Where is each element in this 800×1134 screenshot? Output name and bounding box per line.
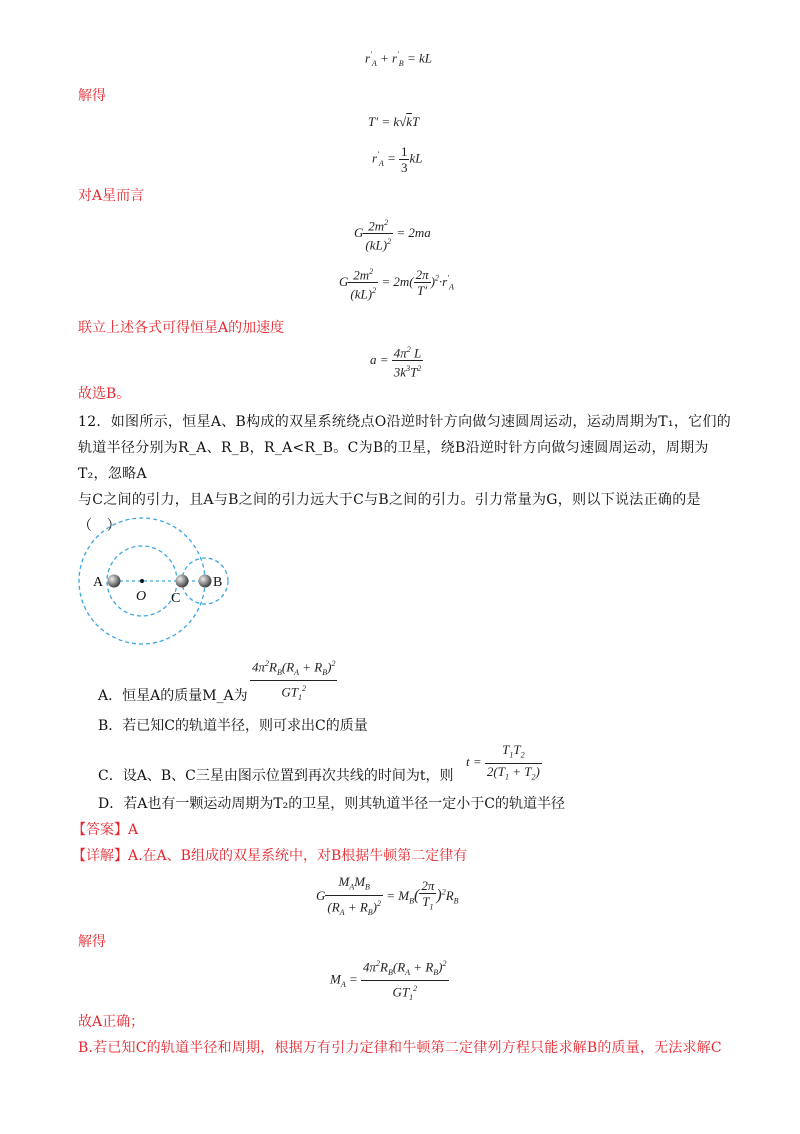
question-stem-line-2: 轨道半径分别为R_A、R_B，R_A<R_B。C为B的卫星，绕B沿逆时针方向做匀速圆周运动，周期为T₂，忽略A — [78, 440, 709, 482]
equation-radius-sum: $r'_A + r'_B$ = kL — [365, 50, 432, 68]
star-b — [199, 575, 212, 588]
star-a — [108, 575, 121, 588]
label-a: A — [93, 575, 104, 590]
detail-text: A.在A、B组成的双星系统中，对B根据牛顿第二定律有 — [128, 848, 468, 864]
text-for-star-a: 对A星而言 — [78, 188, 145, 204]
label-b: B — [213, 575, 223, 590]
center-o — [140, 579, 144, 583]
option-a[interactable]: A．恒星A的质量M_A为 — [98, 688, 248, 704]
detail-line-1 — [72, 846, 467, 866]
option-a-formula: $\frac{4\pi^2R_B(R_A + R_B)^2}{GT_1^2}$ — [250, 656, 337, 705]
answer: 【答案】A — [72, 822, 139, 838]
orbit-diagram — [74, 516, 264, 656]
option-d[interactable]: D．若A也有一颗运动周期为T₂的卫星，则其轨道半径一定小于C的轨道半径 — [98, 796, 565, 812]
text-jiede-2: 解得 — [78, 934, 106, 950]
text-combine: 联立上述各式可得恒星A的加速度 — [78, 320, 285, 336]
question-stem-line-3: 与C之间的引力，且A与B之间的引力远大于C与B之间的引力。引力常量为G，则以下说法正确的是 — [78, 492, 701, 508]
option-c[interactable]: C．设A、B、C三星由图示位置到再次共线的时间为t，则 — [98, 768, 454, 784]
equation-radius-a: $r'_A$ = $\frac{1}{3}$ kL — [372, 144, 423, 175]
equation-gravity-2: G $\frac{2m^2}{(kL)^2}$ = 2m( $\frac{2\pi}{T'}$ )$^2\cdot r'_A$ — [339, 264, 454, 302]
text-jiede-1: 解得 — [78, 88, 106, 104]
text-conclusion-a: 故A正确； — [78, 1014, 145, 1030]
equation-gravity-1: G $\frac{2m^2}{(kL)^2}$ = 2ma — [354, 215, 431, 253]
question-stem-line-1: 12．如图所示，恒星A、B构成的双星系统绕点O沿逆时针方向做匀速圆周运动，运动周期为T₁，它们的 — [78, 414, 732, 430]
equation-mass-a: $M_A$ = $\frac{4\pi^2R_B(R_A + R_B)^2}{GT_1^2}$ — [330, 956, 449, 1005]
question-paren: （ ） — [78, 518, 121, 534]
detail-label: 【详解】 — [72, 848, 128, 864]
label-c: C — [171, 591, 181, 606]
equation-acceleration: a = $\frac{4\pi^2 L}{3k^3T^2}$ — [370, 342, 423, 380]
option-b[interactable]: B．若已知C的轨道半径，则可求出C的质量 — [98, 718, 368, 734]
equation-newton-b: G $\frac{M_AM_B}{(R_A + R_B)^2}$ = $M_B$( $\frac{2\pi}{T_1}$ )$^2R_B$ — [316, 874, 459, 917]
option-c-formula: t = $\frac{T_1T_2}{2(T_1 + T_2)}$ — [466, 742, 540, 782]
satellite-c — [176, 575, 189, 588]
text-choose-b: 故选B。 — [78, 386, 131, 402]
text-option-b-analysis: B.若已知C的轨道半径和周期，根据万有引力定律和牛顿第二定律列方程只能求解B的质量，无法求解C — [78, 1040, 722, 1056]
equation-period: T′ = k√kT — [368, 114, 420, 129]
label-o: O — [136, 589, 147, 604]
